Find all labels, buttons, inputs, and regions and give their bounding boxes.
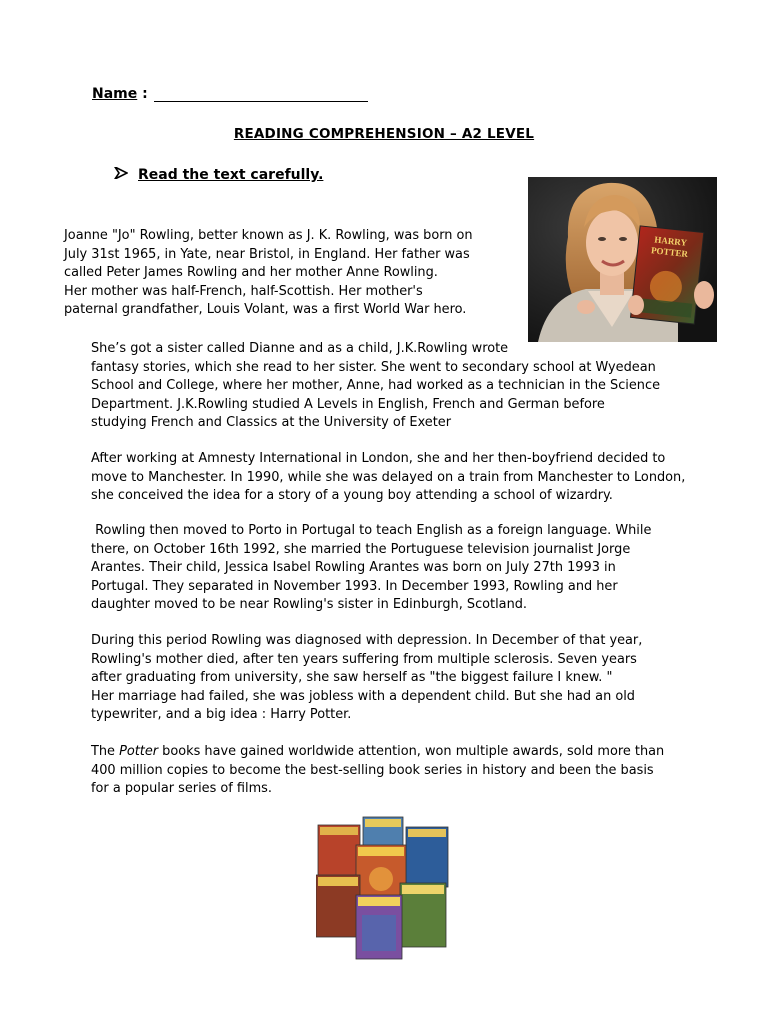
text-line: July 31st 1965, in Yate, near Bristol, in England. Her father was	[64, 246, 470, 262]
text-line: called Peter James Rowling and her mother Anne Rowling.	[64, 265, 438, 280]
text-line: The Potter books have gained worldwide attention, won multiple awards, sold more than	[91, 744, 665, 759]
text-line: Department. J.K.Rowling studied A Levels in English, French and German before	[91, 396, 605, 412]
text-line: Arantes. Their child, Jessica Isabel Rowling Arantes was born on July 27th 1993 in	[91, 560, 616, 575]
text-line: Her mother was half-French, half-Scottish. Her mother's	[64, 283, 423, 299]
page-title: READING COMPREHENSION – A2 LEVEL	[233, 126, 535, 142]
text-line: Joanne "Jo" Rowling, better known as J. K. Rowling, was born on	[64, 228, 473, 243]
text-line: She’s got a sister called Dianne and as a child, J.K.Rowling wrote	[91, 341, 509, 356]
text-line: Her marriage had failed, she was jobless with a dependent child. But she had an old	[91, 688, 635, 704]
book-cover-text-1: HARRY	[653, 234, 688, 248]
text-line: Rowling's mother died, after ten years suffering from multiple sclerosis. Seven years	[91, 651, 637, 667]
arrow-bullet-icon	[114, 167, 138, 183]
text-line: fantasy stories, which she read to her sister. She went to secondary school at Wyedean	[91, 359, 656, 375]
text-line: Rowling then moved to Porto in Portugal to teach English as a foreign language. While	[91, 523, 652, 538]
paragraph-2	[91, 340, 660, 433]
text-line: School and College, where her mother, Anne, had worked as a technician in the Science	[91, 378, 660, 393]
instruction	[114, 167, 323, 183]
paragraph-4	[91, 522, 651, 615]
text-line: daughter moved to be near Rowling's sister in Edinburgh, Scotland.	[91, 597, 528, 612]
book-cover-text-2: POTTER	[650, 245, 689, 259]
paragraph-5	[91, 632, 642, 725]
text-line: typewriter, and a big idea : Harry Potter.	[91, 707, 352, 722]
paragraph-3	[91, 450, 685, 506]
author-photo	[528, 177, 717, 342]
text-line: paternal grandfather, Louis Volant, was a first World War hero.	[64, 302, 467, 317]
text-line: Portugal. They separated in November 1993. In December 1993, Rowling and her	[91, 578, 618, 594]
name-blank-line[interactable]	[154, 101, 368, 102]
book-covers-image	[316, 815, 450, 962]
text-line: move to Manchester. In 1990, while she was delayed on a train from Manchester to London,	[91, 469, 686, 485]
instruction-text: Read the text carefully.	[138, 167, 324, 183]
text-line: During this period Rowling was diagnosed with depression. In December of that year,	[91, 633, 643, 648]
text-line: studying French and Classics at the University of Exeter	[91, 415, 452, 430]
text-line: After working at Amnesty International in London, she and her then-boyfriend decided to	[91, 451, 666, 466]
text-line: after graduating from university, she saw herself as "the biggest failure I knew. "	[91, 670, 613, 685]
paragraph-6	[91, 743, 664, 799]
text-line: she conceived the idea for a story of a young boy attending a school of wizardry.	[91, 488, 613, 503]
text-line: for a popular series of films.	[91, 781, 272, 796]
text-line: 400 million copies to become the best-selling book series in history and been the basis	[91, 762, 654, 778]
text-line: there, on October 16th 1992, she married the Portuguese television journalist Jorge	[91, 541, 631, 557]
paragraph-1	[64, 227, 473, 320]
name-label: Name :	[92, 86, 148, 102]
